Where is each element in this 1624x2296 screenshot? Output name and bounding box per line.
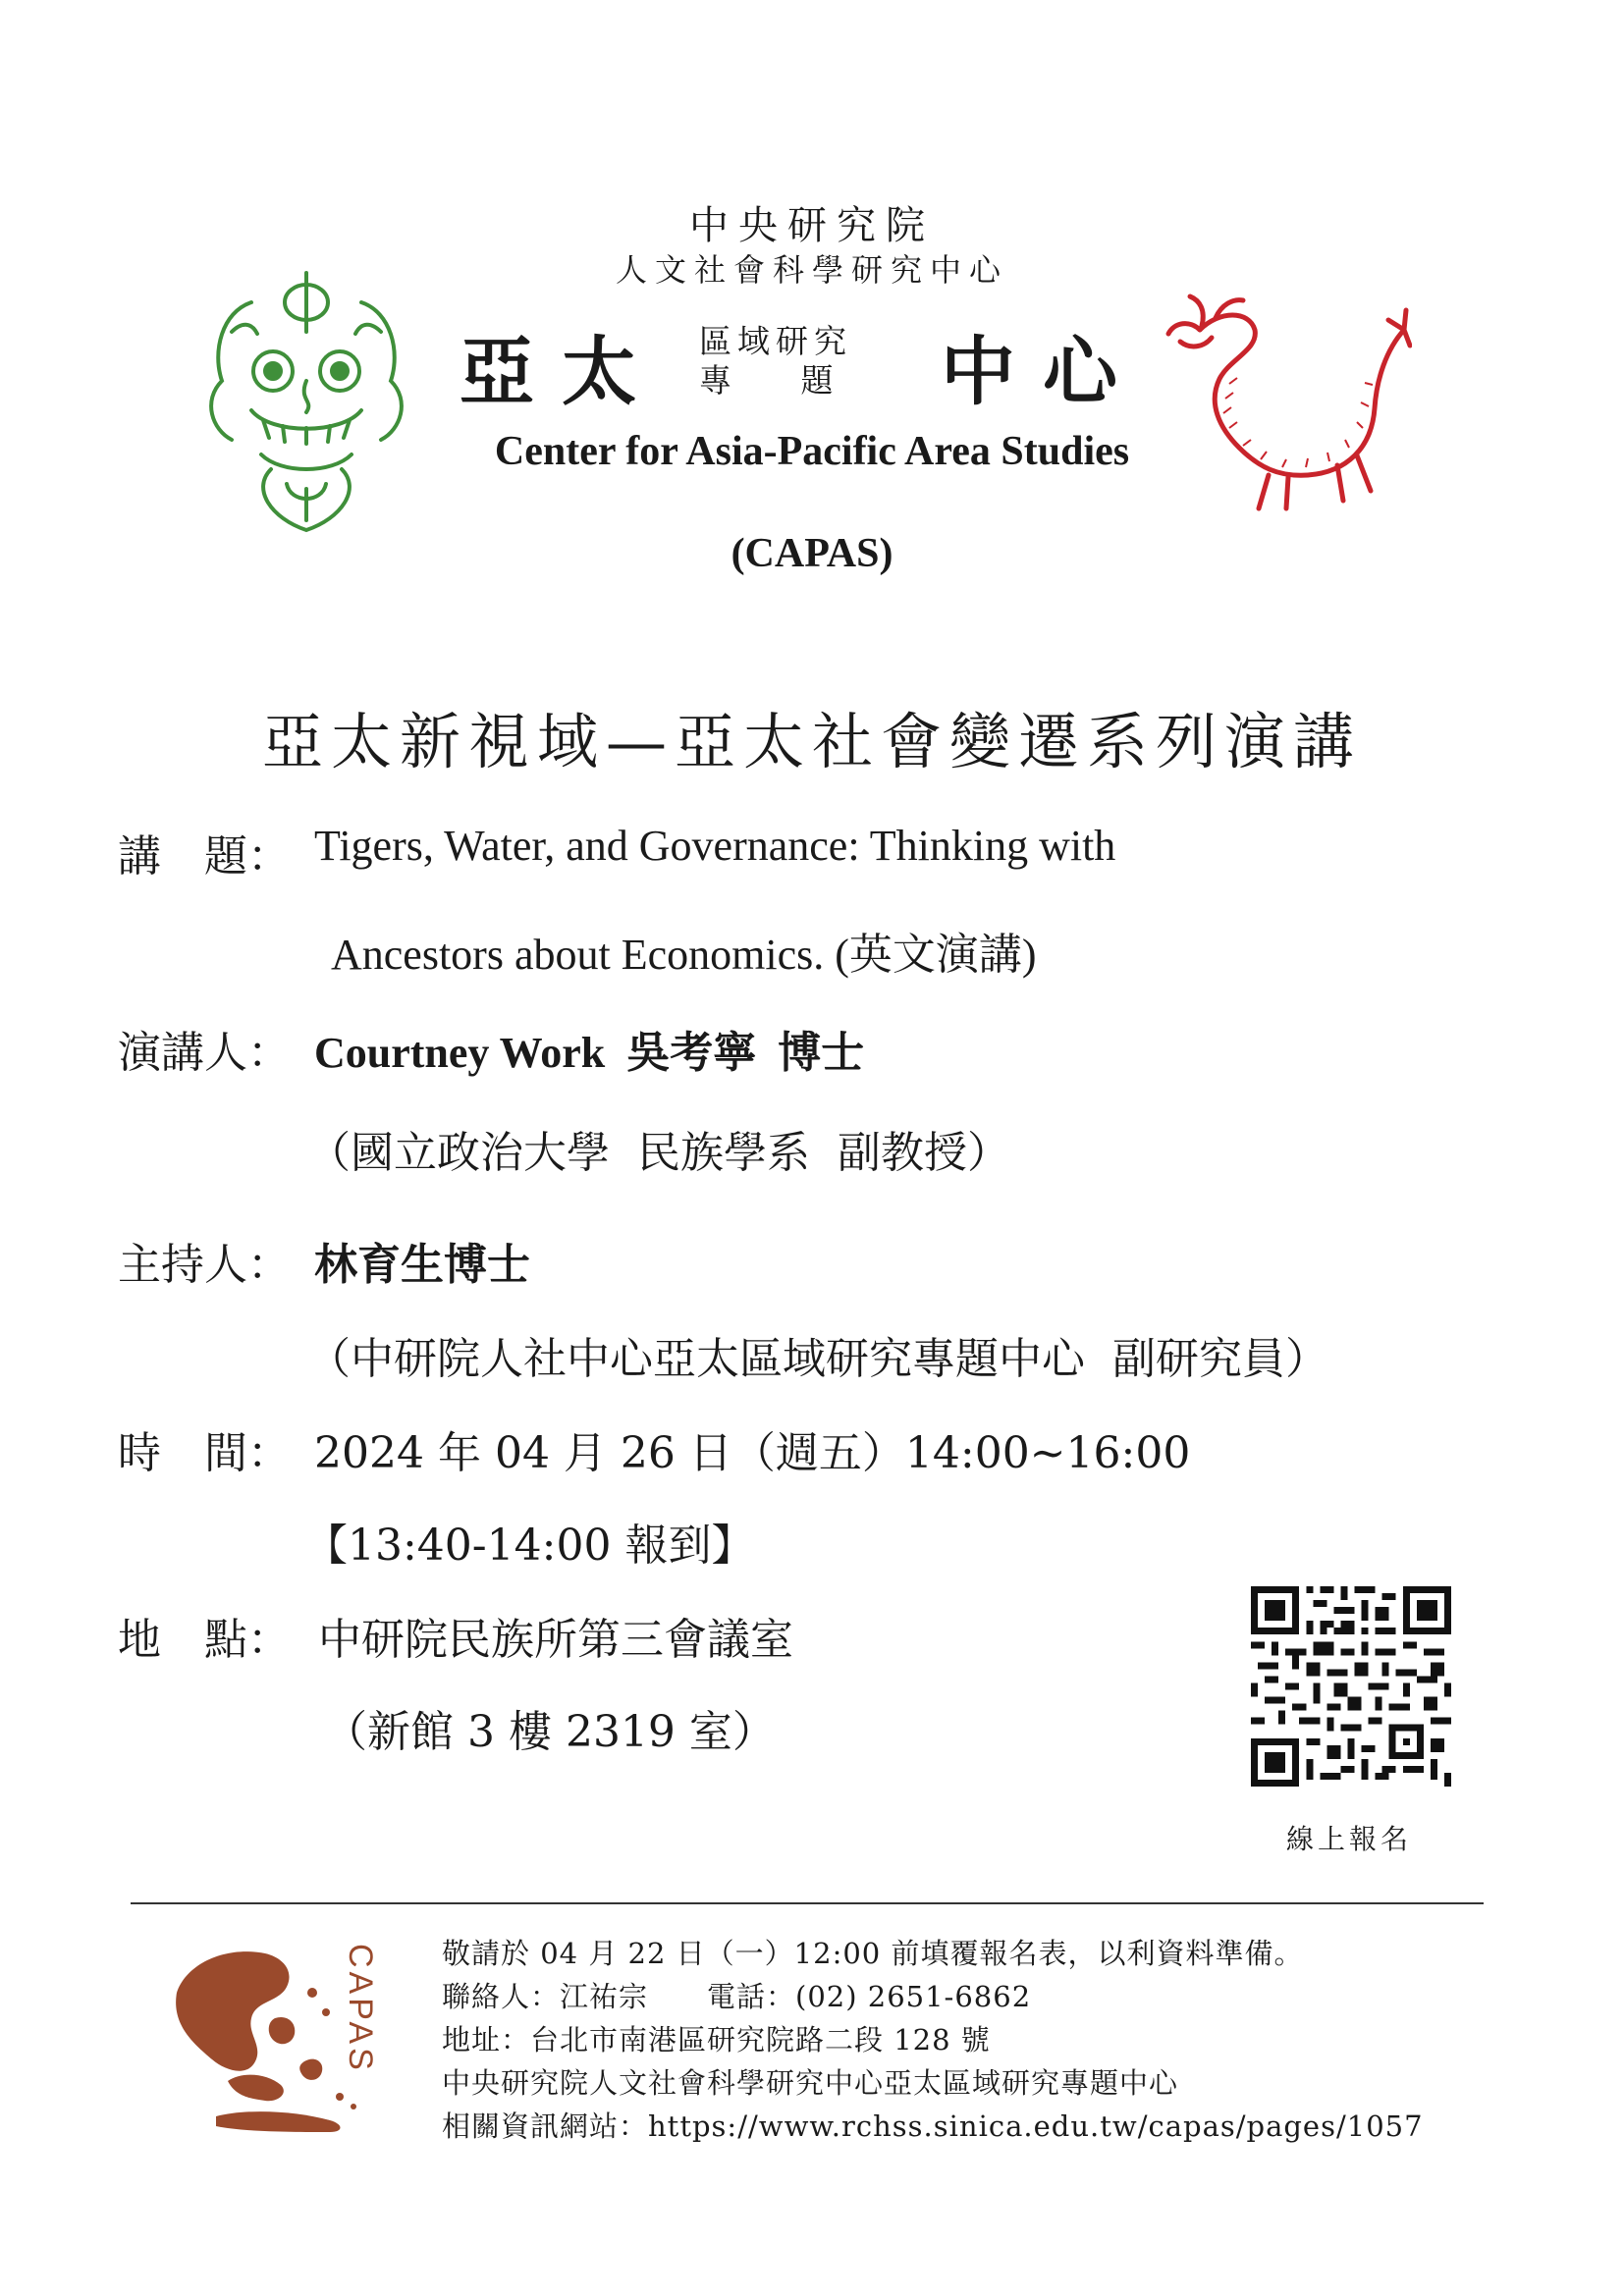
website-link[interactable]: 相關資訊網站：https://www.rchss.sinica.edu.tw/capas/pages/1057	[442, 2109, 1424, 2143]
center-name-chinese-small-bottom: 專 題	[699, 361, 838, 400]
address: 地址：台北市南港區研究院路二段 128 號	[442, 2023, 991, 2056]
speaker-label: 演講人：	[118, 1028, 291, 1078]
checkin-time: 【13:40-14:00 報到】	[304, 1521, 755, 1571]
topic-label: 講 題：	[118, 831, 291, 881]
center-name-english: Center for Asia-Pacific Area Studies	[494, 429, 1130, 474]
institution-subunit: 人文社會科學研究中心	[615, 251, 1008, 289]
footer-divider	[131, 1902, 1484, 1904]
topic-line-2: Ancestors about Economics. (英文演講)	[331, 931, 1037, 979]
place-label: 地 點：	[118, 1615, 291, 1665]
institution-name: 中央研究院	[689, 203, 935, 248]
time-value: 2024 年 04 月 26 日（週五）14:00~16:00	[314, 1428, 1191, 1478]
capas-logo-icon	[157, 1924, 389, 2142]
contact-info: 聯絡人：江祐宗 電話：(02) 2651-6862	[442, 1980, 1032, 2013]
center-abbreviation: (CAPAS)	[731, 531, 893, 576]
time-label: 時 間：	[118, 1428, 291, 1478]
center-name-chinese-right: 中心	[941, 328, 1145, 415]
place-detail: （新館 3 樓 2319 室）	[324, 1707, 776, 1757]
center-name-chinese-left: 亞太	[460, 328, 664, 415]
organizer: 中央研究院人文社會科學研究中心亞太區域研究專題中心	[442, 2066, 1179, 2100]
speaker-name: Courtney Work 吳考寧 博士	[314, 1029, 865, 1077]
qr-caption: 線上報名	[1286, 1823, 1413, 1855]
center-name-chinese-small-top: 區域研究	[699, 322, 852, 360]
capas-logo-text: CAPAS	[342, 1944, 379, 2074]
topic-line-1: Tigers, Water, and Governance: Thinking with	[314, 822, 1116, 870]
registration-qr-code[interactable]	[1251, 1586, 1451, 1787]
series-title: 亞太新視域—亞太社會變遷系列演講	[261, 706, 1362, 777]
speaker-affiliation: （國立政治大學 民族學系 副教授）	[307, 1128, 1010, 1178]
registration-deadline: 敬請於 04 月 22 日（一）12:00 前填覆報名表，以利資料準備。	[442, 1937, 1304, 1970]
place-value: 中研院民族所第三會議室	[318, 1615, 793, 1665]
dragon-icon	[1161, 291, 1412, 514]
mask-emblem-icon	[192, 263, 420, 540]
host-label: 主持人：	[118, 1240, 291, 1290]
host-name: 林育生博士	[314, 1240, 530, 1290]
host-affiliation: （中研院人社中心亞太區域研究專題中心 副研究員）	[307, 1334, 1328, 1384]
